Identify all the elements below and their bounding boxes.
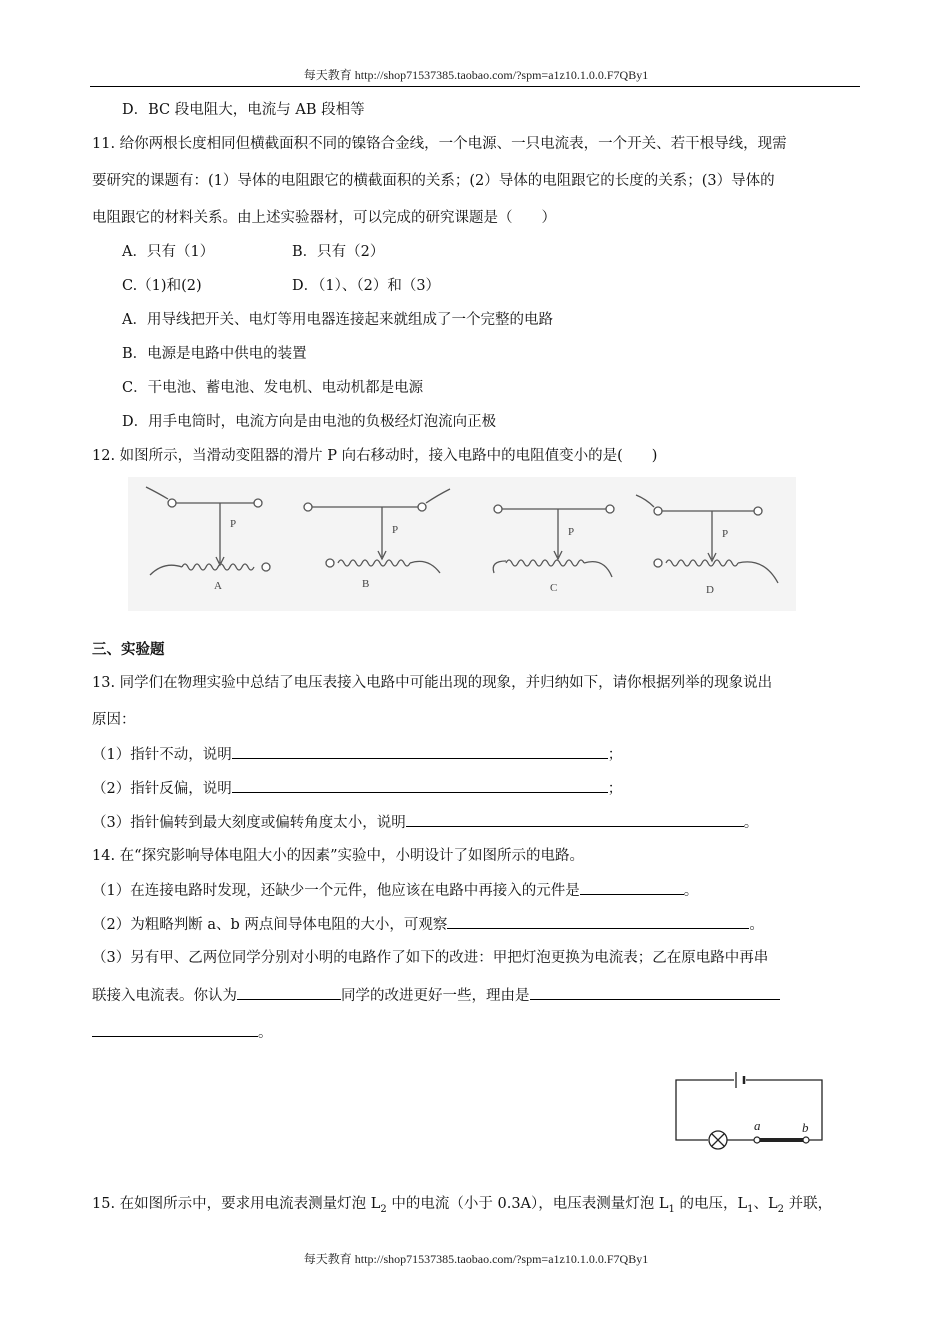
q13-item3 — [92, 812, 758, 833]
q13-item2-end: ； — [607, 781, 623, 797]
q11-option-c: C.（1)和(2) — [122, 278, 202, 294]
q15-part3: 的电压，L — [674, 1196, 748, 1212]
terminal-d-right — [754, 507, 762, 515]
q15-sub-l1b: 1 — [747, 1203, 754, 1215]
q14-item3-line2a: 联接入电流表。你认为 — [92, 988, 237, 1004]
label-a: A — [214, 580, 222, 592]
q14-item1 — [92, 880, 698, 901]
q13-item2 — [92, 778, 622, 799]
label-c: C — [550, 582, 558, 594]
q14-stem: 14. 在“探究影响导体电阻大小的因素”实验中，小明设计了如图所示的电路。 — [92, 848, 584, 864]
q12-stem: 12. 如图所示，当滑动变阻器的滑片 P 向右移动时，接入电路中的电阻值变小的是( ) — [92, 448, 658, 464]
q11-extra-d: D．用手电筒时，电流方向是由电池的负极经灯泡流向正极 — [122, 414, 497, 430]
terminal-a-left — [168, 499, 176, 507]
terminal-b-right — [418, 503, 426, 511]
label-b: B — [362, 578, 370, 590]
label-point-b: b — [802, 1120, 809, 1135]
terminal-d-left — [654, 507, 662, 515]
q13-item1-end: ； — [607, 747, 623, 763]
q11-option-b: B．只有（2） — [292, 244, 385, 260]
q11-extra-a: A．用导线把开关、电灯等用电器连接起来就组成了一个完整的电路 — [122, 312, 553, 328]
q13-stem-line1: 13. 同学们在物理实验中总结了电压表接入电路中可能出现的现象，并归纳如下，请你根据列举的现象说出 — [92, 675, 773, 691]
q14-item2-end: 。 — [749, 917, 764, 933]
label-p-b: P — [392, 524, 399, 536]
q14-item2-text: （2）为粗略判断 a、b 两点间导体电阻的大小，可观察 — [92, 917, 448, 933]
q11-stem-line1: 11. 给你两根长度相同但横截面积不同的镍铬合金线，一个电源、一只电流表，一个开关、若干根导线，现需 — [92, 136, 787, 152]
q13-item1 — [92, 744, 622, 765]
q15-stem — [92, 1194, 832, 1220]
q15-sub-l2b: 2 — [777, 1203, 785, 1215]
terminal-a — [754, 1137, 760, 1143]
label-p-a: P — [230, 518, 237, 530]
q11-extra-b: B．电源是电路中供电的装置 — [122, 346, 307, 362]
header-divider — [90, 86, 860, 87]
terminal-b-coil — [326, 559, 334, 567]
label-p-c: P — [568, 526, 575, 538]
q14-item1-end: 。 — [683, 883, 699, 899]
q11-stem-line2: 要研究的课题有：(1）导体的电阻跟它的横截面积的关系；(2）导体的电阻跟它的长度的关系；(3）导体的 — [92, 173, 775, 189]
q11-option-a: A．只有（1） — [122, 244, 215, 260]
q14-item2 — [92, 914, 764, 935]
terminal-d-coil — [654, 559, 662, 567]
q14-item3-line2b: 同学的改进更好一些，理由是 — [341, 988, 530, 1004]
section3-title: 三、实验题 — [92, 641, 165, 658]
q13-item2-text: （2）指针反偏，说明 — [92, 781, 232, 797]
q15-part1: 15. 在如图所示中，要求用电流表测量灯泡 L — [92, 1196, 381, 1212]
q14-item3-blank3[interactable] — [92, 1022, 258, 1037]
terminal-b-left — [304, 503, 312, 511]
q15-part2: 中的电流（小于 0.3A），电压表测量灯泡 L — [386, 1196, 669, 1212]
q14-item3-line1: （3）另有甲、乙两位同学分别对小明的电路作了如下的改进：甲把灯泡更换为电流表；乙在原电路中再串 — [92, 950, 769, 966]
q15-sub-l2: 2 — [380, 1203, 387, 1215]
terminal-c-right — [606, 505, 614, 513]
terminal-a-right — [254, 499, 262, 507]
q15-part4: 、L — [753, 1196, 778, 1212]
q10-option-d: D．BC 段电阻大，电流与 AB 段相等 — [122, 102, 365, 118]
page-header: 每天教育 http://shop71537385.taobao.com/?spm=a1z10.1.0.0.F7QBy1 — [303, 68, 649, 82]
q14-item3-line3-end: 。 — [258, 1025, 273, 1041]
q12-rheostat-figure — [128, 477, 796, 611]
circuit-wire-left — [676, 1080, 734, 1140]
terminal-b — [803, 1137, 809, 1143]
terminal-c-left — [494, 505, 502, 513]
q14-circuit-figure — [668, 1064, 832, 1154]
label-p-d: P — [722, 528, 729, 540]
q14-item1-text: （1）在连接电路时发现，还缺少一个元件，他应该在电路中再接入的元件是 — [92, 883, 580, 899]
q13-item3-text: （3）指针偏转到最大刻度或偏转角度太小，说明 — [92, 815, 406, 831]
q13-item2-blank[interactable] — [232, 778, 608, 793]
q14-item3-blank2[interactable] — [530, 985, 780, 1000]
q14-item3-line2 — [92, 985, 780, 1006]
page-footer: 每天教育 http://shop71537385.taobao.com/?spm=a1z10.1.0.0.F7QBy1 — [303, 1252, 649, 1266]
q11-option-d: D．（1）、（2）和（3） — [292, 278, 441, 294]
q14-item2-blank[interactable] — [447, 914, 749, 929]
figure-background — [128, 477, 796, 611]
q13-item1-text: （1）指针不动，说明 — [92, 747, 232, 763]
q13-item3-end: 。 — [743, 815, 759, 831]
q13-stem-line2: 原因： — [92, 712, 136, 728]
q11-options-row2 — [122, 276, 522, 296]
q11-stem-line3: 电阻跟它的材料关系。由上述实验器材，可以完成的研究课题是（ ） — [92, 210, 556, 226]
terminal-a-coil — [262, 563, 270, 571]
q13-item3-blank[interactable] — [406, 812, 744, 827]
q15-sub-l1: 1 — [668, 1203, 675, 1215]
q14-item3-line3 — [92, 1022, 273, 1043]
label-d: D — [706, 584, 714, 596]
q11-extra-c: C．干电池、蓄电池、发电机、电动机都是电源 — [122, 380, 424, 396]
q14-item1-blank[interactable] — [580, 880, 684, 895]
q15-part5: 并联， — [784, 1196, 833, 1212]
q11-options-row1 — [122, 242, 522, 262]
q13-item1-blank[interactable] — [232, 744, 608, 759]
q14-item3-blank1[interactable] — [237, 985, 341, 1000]
label-point-a: a — [754, 1118, 761, 1133]
